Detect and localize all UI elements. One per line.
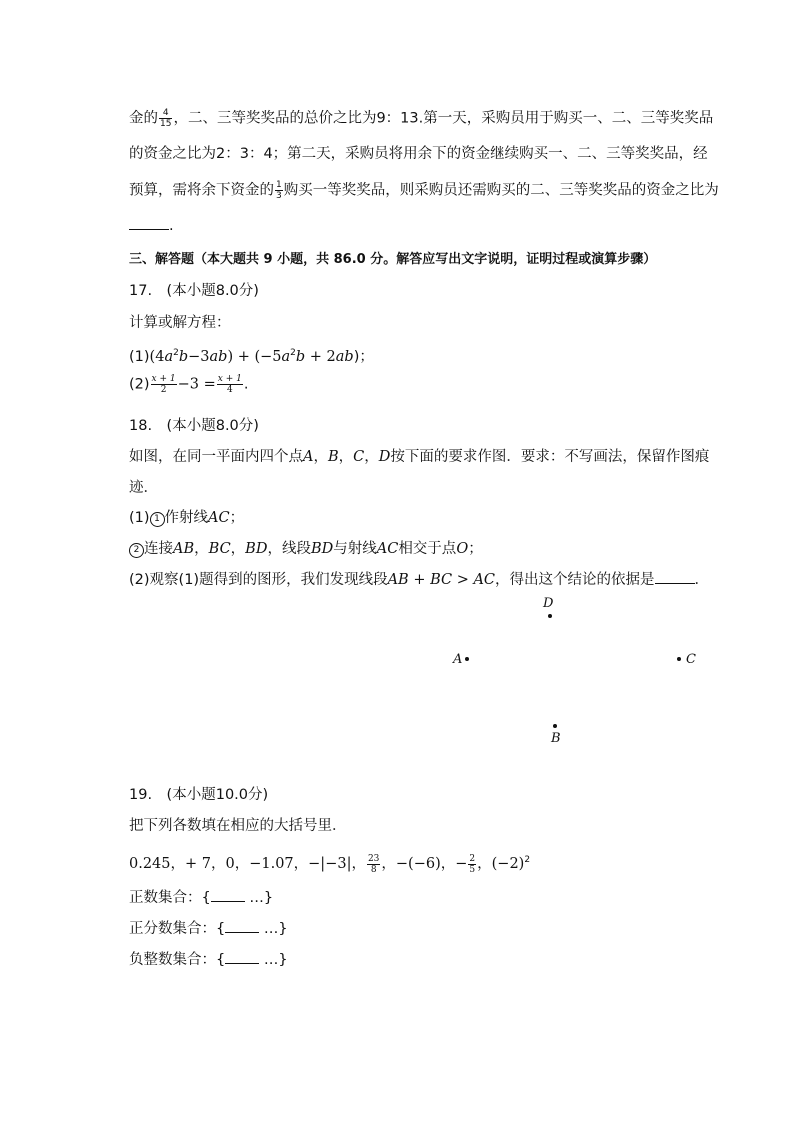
math: ) + (−5 xyxy=(227,349,282,365)
math: ，(−2) xyxy=(477,856,525,872)
math: + 2 xyxy=(305,349,336,365)
math: C xyxy=(353,449,365,465)
q17-header xyxy=(129,281,259,301)
frac-den: 3 xyxy=(276,191,282,201)
text: ； xyxy=(229,510,245,526)
text: ， xyxy=(364,449,379,465)
text: ，二、三等奖奖品的总价之比为9：13.第一天，采购员用于购买一、二、三等奖奖品 xyxy=(173,110,714,127)
math: AC xyxy=(376,541,399,557)
text: 的资金之比为2：3：4；第二天，采购员将用余下的资金继续购买一、二、三等奖奖品，经 xyxy=(129,146,708,162)
label-A: A xyxy=(453,652,463,667)
text: 计算或解方程： xyxy=(129,315,231,331)
frac-num: 4 xyxy=(159,108,172,119)
frac-den: 15 xyxy=(160,119,172,129)
point-B xyxy=(553,724,557,728)
text: ， xyxy=(194,541,209,557)
text: ． xyxy=(694,572,710,588)
frac-num: 23 xyxy=(367,853,380,864)
frac-num: x + 1 xyxy=(217,374,242,384)
fraction xyxy=(275,180,283,201)
q18-line-3 xyxy=(129,508,244,528)
text: (2)观察(1)题得到的图形，我们发现线段 xyxy=(129,572,388,588)
point-C xyxy=(677,657,681,661)
math: O xyxy=(456,541,469,557)
text: ，得出这个结论的依据是 xyxy=(495,572,655,588)
section-header xyxy=(129,250,656,270)
answer-blank[interactable] xyxy=(211,888,245,902)
frac-den: 4 xyxy=(226,385,233,395)
math: a xyxy=(281,349,291,365)
label-D: D xyxy=(543,596,554,611)
text-line-4 xyxy=(129,216,174,236)
math: ，−(−6)，− xyxy=(381,856,468,872)
frac-num: x + 1 xyxy=(151,374,176,384)
text: 金的 xyxy=(129,110,158,127)
answer-blank[interactable] xyxy=(225,950,259,964)
frac-num: 1 xyxy=(276,180,282,190)
q19-header xyxy=(129,785,268,805)
math: a xyxy=(164,349,174,365)
text: . xyxy=(243,376,249,393)
math: ab xyxy=(335,349,354,365)
text: )； xyxy=(353,349,374,365)
fraction xyxy=(217,374,243,395)
fraction xyxy=(468,854,476,875)
frac-den: 2 xyxy=(160,385,167,395)
math: BC xyxy=(208,541,231,557)
answer-blank[interactable] xyxy=(225,919,259,933)
text-line-3 xyxy=(129,180,719,201)
text: 作射线 xyxy=(164,510,209,526)
text-line-2 xyxy=(129,144,708,164)
point-A xyxy=(465,657,469,661)
q17-expr-1 xyxy=(129,343,374,367)
q18-line-4 xyxy=(129,539,483,559)
frac-num: 2 xyxy=(469,853,476,864)
exponent: 2 xyxy=(290,348,296,358)
set-positive-fraction xyxy=(129,919,288,939)
label-B: B xyxy=(551,731,561,746)
q18-line-5 xyxy=(129,570,709,590)
text: ， xyxy=(230,541,246,557)
fraction xyxy=(367,854,380,875)
question-header: 17. (本小题8.0分) xyxy=(129,283,259,299)
math: −3 xyxy=(188,349,210,365)
math: AB + BC > AC xyxy=(387,572,496,588)
math: BD xyxy=(245,541,268,557)
math: (4 xyxy=(149,349,165,365)
set-label: 正数集合：{ xyxy=(129,890,211,906)
question-header: 18. (本小题8.0分) xyxy=(129,418,259,434)
text: 按下面的要求作图．要求：不写画法，保留作图痕 xyxy=(390,449,710,465)
circled-number: 2 xyxy=(129,543,144,558)
set-negative-integer xyxy=(129,950,288,970)
math: D xyxy=(378,449,391,465)
math: b xyxy=(295,349,306,365)
set-positive xyxy=(129,888,273,908)
text: 迹． xyxy=(129,480,158,496)
text: 预算，需将余下资金的 xyxy=(129,182,274,199)
math: b xyxy=(178,349,189,365)
frac-den: 8 xyxy=(370,864,377,875)
text: 与射线 xyxy=(333,541,377,557)
exponent: 2 xyxy=(173,348,179,358)
text: (2) xyxy=(129,376,150,393)
section-title: 三、解答题（本大题共 9 小题，共 86.0 分。解答应写出文字说明，证明过程或演算步骤） xyxy=(129,252,657,267)
text: ； xyxy=(468,541,483,557)
math: −3 = xyxy=(177,376,216,393)
text: . xyxy=(169,218,174,234)
math: B xyxy=(327,449,339,465)
q18-line-1 xyxy=(129,447,709,467)
math: AC xyxy=(208,510,230,526)
question-header: 19. (本小题10.0分) xyxy=(129,787,269,803)
answer-blank[interactable] xyxy=(655,570,695,584)
math: ab xyxy=(209,349,228,365)
point-D xyxy=(548,614,552,618)
fraction xyxy=(159,108,172,129)
text: ，线段 xyxy=(267,541,311,557)
answer-blank[interactable] xyxy=(129,216,169,230)
text: ， xyxy=(313,449,328,465)
text: (1) xyxy=(129,349,150,365)
text: …} xyxy=(259,952,288,968)
text: 把下列各数填在相应的大括号里． xyxy=(129,818,347,834)
frac-den: 5 xyxy=(469,864,476,875)
fraction xyxy=(151,374,177,395)
set-label: 正分数集合：{ xyxy=(129,921,226,937)
math: BD xyxy=(310,541,334,557)
text: ， xyxy=(338,449,354,465)
text: …} xyxy=(244,890,274,906)
set-label: 负整数集合：{ xyxy=(129,952,226,968)
text: 连接 xyxy=(144,541,173,557)
text: 购买一等奖奖品，则采购员还需购买的二、三等奖奖品的资金之比为 xyxy=(283,182,719,199)
q19-prompt xyxy=(129,816,347,836)
text: 相交于点 xyxy=(398,541,457,557)
q18-line-2 xyxy=(129,478,158,498)
text: (1) xyxy=(129,510,150,526)
label-C: C xyxy=(686,652,696,667)
q17-prompt xyxy=(129,313,231,333)
math: 0.245，+ 7，0，−1.07，−|−3|， xyxy=(129,856,366,872)
q18-header xyxy=(129,416,259,436)
q17-expr-2 xyxy=(129,374,248,395)
text-line-1 xyxy=(129,108,713,129)
text: …} xyxy=(259,921,288,937)
exponent: 2 xyxy=(524,855,531,865)
math: A xyxy=(303,449,314,465)
q19-numbers xyxy=(129,850,530,875)
text: 如图，在同一平面内四个点 xyxy=(129,449,303,465)
math: AB xyxy=(173,541,195,557)
circled-number: 1 xyxy=(150,512,165,527)
